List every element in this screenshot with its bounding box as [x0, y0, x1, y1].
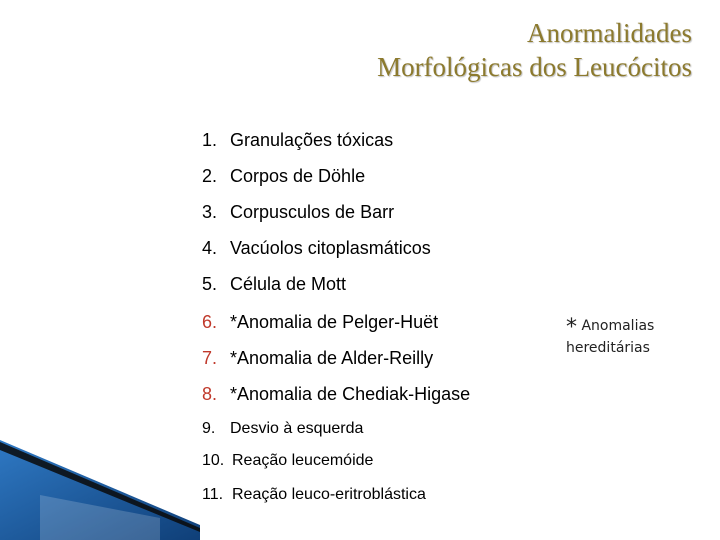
list-item-number: 9.: [202, 420, 216, 437]
note-asterisk: *: [566, 315, 577, 340]
list-item-number: 3.: [202, 202, 218, 222]
list-item-number: 11.: [202, 486, 224, 503]
list-item-text: Corpos de Döhle: [230, 166, 366, 186]
list-item-text: Vacúolos citoplasmáticos: [230, 238, 431, 258]
list-item: [202, 452, 373, 470]
list-item-text: Corpusculos de Barr: [230, 202, 395, 222]
list-item-text: Célula de Mott: [230, 274, 347, 294]
title-line-2: Morfológicas dos Leucócitos: [377, 52, 692, 82]
list-item-number: 1.: [202, 130, 218, 150]
list-item-text: Desvio à esquerda: [230, 420, 364, 437]
list-item-text: *Anomalia de Chediak-Higase: [230, 384, 471, 404]
list-item: [202, 384, 470, 405]
list-item: [202, 420, 363, 438]
note-line-1: Anomalias: [581, 318, 655, 334]
list-item-number: 8.: [202, 384, 218, 404]
list-item: [202, 202, 394, 223]
list-item-text: *Anomalia de Pelger-Huët: [230, 312, 439, 332]
hereditary-note: [566, 313, 654, 359]
list-item: [202, 312, 438, 333]
list-item-number: 4.: [202, 238, 218, 258]
list-item-text: *Anomalia de Alder-Reilly: [230, 348, 434, 368]
list-item: [202, 238, 431, 259]
corner-decoration-graphic: [0, 440, 200, 540]
list-item-text: Reação leucemóide: [232, 452, 374, 469]
list-item-text: Granulações tóxicas: [230, 130, 394, 150]
list-item: [202, 130, 393, 151]
list-item: [202, 166, 365, 187]
list-item-number: 7.: [202, 348, 218, 368]
list-item: [202, 486, 426, 504]
list-item-number: 6.: [202, 312, 218, 332]
list-item: [202, 274, 346, 295]
title-line-1: Anormalidades: [527, 18, 692, 48]
list-item-number: 5.: [202, 274, 218, 294]
slide-title: [377, 16, 692, 84]
list-item: [202, 348, 433, 369]
list-item-number: 2.: [202, 166, 218, 186]
list-item-text: Reação leuco-eritroblástica: [232, 486, 426, 503]
list-item-number: 10.: [202, 452, 225, 469]
note-line-2: hereditárias: [566, 340, 650, 356]
